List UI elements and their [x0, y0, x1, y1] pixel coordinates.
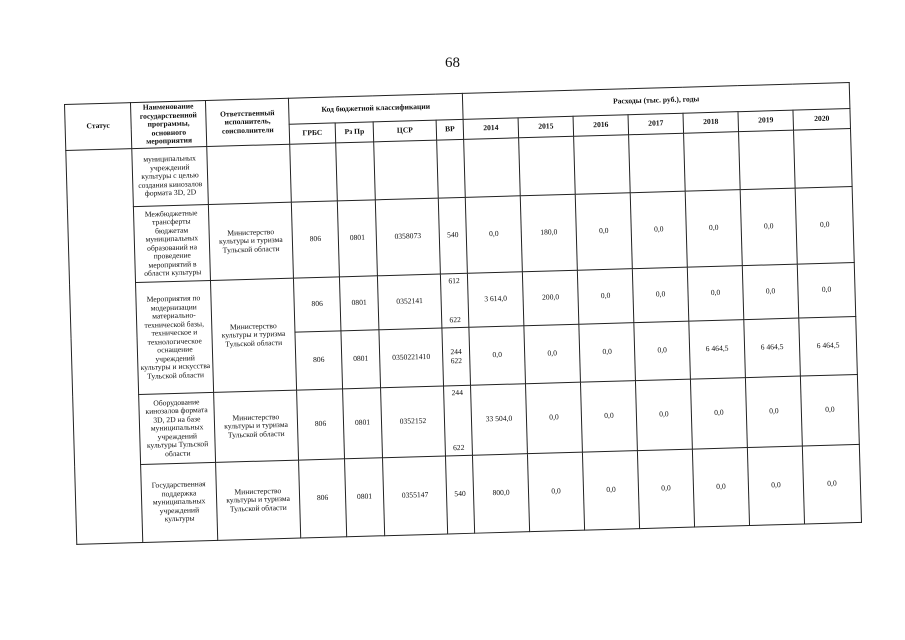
header-vr: ВР: [436, 119, 464, 140]
row-value-2018: 6 464,5: [689, 320, 746, 380]
row-grbs: 806: [295, 331, 343, 390]
row-grbs: 806: [293, 277, 340, 332]
header-year-2018: 2018: [683, 112, 739, 134]
row-csr: [374, 140, 439, 200]
row-value-2017: 0,0: [632, 267, 688, 323]
row-name: Мероприятия по модернизации материально-технической базы, техническое и технологическое оснащение учреждений культуры и искусства Тульской области: [136, 280, 214, 394]
status-cell: [66, 149, 143, 545]
row-name: муниципальных учреждений культуры с целью создания кинозалов формата 3D, 2D: [132, 147, 209, 207]
row-vr-top: 244: [451, 387, 464, 397]
row-grbs: 806: [297, 389, 345, 460]
row-vr-bottom: 622: [449, 315, 462, 325]
row-value-2018: [684, 132, 741, 192]
row-value-2017: 0,0: [630, 191, 687, 269]
header-executor: Ответственный исполнитель, соисполнители: [205, 98, 289, 146]
row-value-2014: 3 614,0: [467, 272, 523, 328]
row-csr: 0355147: [383, 456, 448, 536]
row-csr: 0358073: [375, 198, 440, 276]
row-value-2014: 33 504,0: [471, 384, 528, 456]
row-value-2014: 0,0: [465, 196, 522, 274]
row-vr: 540: [438, 197, 467, 274]
row-value-2019: 0,0: [747, 446, 804, 526]
row-vr: [442, 327, 471, 386]
row-value-2018: 0,0: [687, 266, 743, 322]
budget-table-wrap: [64, 82, 861, 556]
row-executor: [207, 144, 292, 204]
row-value-2020: 0,0: [795, 187, 854, 265]
header-year-2020: 2020: [793, 109, 851, 131]
row-vr: [444, 385, 473, 456]
row-value-2015: 180,0: [520, 194, 577, 272]
row-vr: 540: [445, 455, 474, 534]
row-vr-bottom: 622: [450, 355, 463, 365]
header-year-2019: 2019: [738, 110, 794, 132]
row-rzpr: 0801: [341, 330, 381, 389]
row-csr: 0352141: [377, 274, 441, 330]
row-value-2014: [464, 138, 521, 198]
row-value-2016: [574, 135, 631, 195]
row-value-2018: 0,0: [690, 378, 747, 450]
row-value-2019: 0,0: [740, 188, 797, 266]
row-name: Государственная поддержка муниципальных учреждений культуры: [141, 462, 218, 542]
row-value-2019: 6 464,5: [744, 318, 801, 378]
row-rzpr: 0801: [343, 388, 383, 459]
row-value-2014: 800,0: [472, 454, 529, 534]
row-value-2020: 0,0: [802, 444, 861, 524]
row-value-2016: 0,0: [581, 381, 638, 453]
header-year-2016: 2016: [573, 115, 629, 137]
header-grbs: ГРБС: [289, 123, 336, 144]
header-program-name: Наименование государственной программы, основного мероприятия: [130, 101, 206, 149]
row-value-2020: 6 464,5: [799, 316, 858, 376]
row-value-2015: 200,0: [522, 270, 578, 326]
row-value-2016: 0,0: [577, 269, 633, 325]
row-vr-top: 244: [450, 346, 462, 357]
row-value-2020: 0,0: [800, 374, 859, 446]
row-value-2014: 0,0: [469, 326, 526, 386]
row-value-2019: 0,0: [745, 376, 802, 448]
row-value-2017: 0,0: [634, 321, 691, 381]
row-vr: [437, 139, 466, 198]
row-value-2016: 0,0: [575, 193, 632, 271]
row-executor: Министерство культуры и туризма Тульской области: [210, 278, 296, 392]
row-value-2017: [629, 133, 686, 193]
row-rzpr: 0801: [345, 458, 385, 537]
row-grbs: [290, 143, 338, 202]
header-status: Статус: [65, 103, 132, 151]
row-value-2020: 0,0: [797, 262, 856, 318]
row-value-2015: 0,0: [527, 452, 584, 532]
page-number: 68: [445, 55, 460, 71]
row-value-2020: [794, 129, 853, 189]
row-grbs: 806: [291, 201, 339, 278]
row-value-2016: 0,0: [579, 323, 636, 383]
header-year-2014: 2014: [463, 118, 519, 140]
row-csr: 0352152: [381, 386, 446, 458]
header-year-2017: 2017: [628, 113, 684, 135]
row-value-2015: [519, 136, 576, 196]
header-rzpr: Рз Пр: [335, 122, 374, 143]
header-expenses: Расходы (тыс. руб.), годы: [462, 83, 850, 120]
row-value-2015: 0,0: [526, 382, 583, 454]
row-value-2019: 0,0: [742, 264, 798, 320]
row-value-2017: 0,0: [635, 379, 692, 451]
row-vr-top: 612: [448, 275, 460, 285]
header-csr: ЦСР: [373, 120, 437, 142]
header-year-2015: 2015: [518, 116, 574, 138]
row-executor: Министерство культуры и туризма Тульской области: [208, 202, 293, 280]
row-rzpr: 0801: [337, 200, 377, 277]
row-csr: 0350221410: [379, 328, 444, 388]
row-grbs: 806: [299, 459, 347, 538]
row-value-2019: [739, 130, 796, 190]
row-vr-bottom: 622: [452, 442, 465, 453]
row-rzpr: 0801: [339, 276, 378, 331]
row-value-2018: 0,0: [685, 190, 742, 268]
row-name: Оборудование кинозалов формата 3D, 2D на базе муниципальных учреждений культуры Тульской области: [139, 392, 216, 464]
row-name: Межбюджетные трансферты бюджетам муниципальных образований на проведение мероприятий в области культуры: [133, 205, 210, 283]
row-value-2017: 0,0: [637, 449, 694, 529]
row-executor: Министерство культуры и туризма Тульской области: [214, 390, 299, 462]
budget-table: [64, 82, 862, 545]
row-value-2015: 0,0: [524, 324, 581, 384]
row-value-2016: 0,0: [582, 451, 639, 531]
row-executor: Министерство культуры и туризма Тульской области: [216, 460, 301, 540]
row-value-2018: 0,0: [692, 448, 749, 528]
row-rzpr: [336, 142, 376, 201]
header-budget-code: Код бюджетной классификации: [288, 93, 463, 124]
row-vr: [440, 273, 469, 328]
